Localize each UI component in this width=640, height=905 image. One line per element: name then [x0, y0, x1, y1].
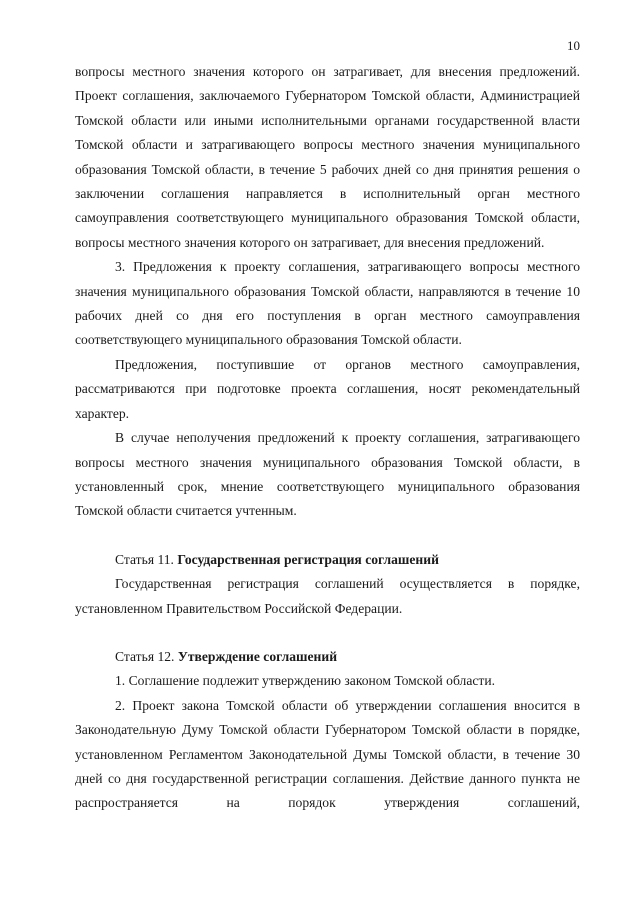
article-11-text: Государственная регистрация соглашений осуществляется в порядке, установленном Правительством Российской Федерации. — [75, 576, 580, 616]
article-11-heading — [75, 548, 580, 572]
article-12-heading — [75, 645, 580, 669]
article-11-prefix: Статья 11. — [115, 551, 178, 567]
page-number: 10 — [567, 38, 580, 53]
article-12-item-2: 2. Проект закона Томской области об утверждении соглашения вносится в Законодательную Думу Томской области Губернатором Томской области в порядке, установленном Регламентом Законодательной Думы Томской области, в течение 30 дней со дня государственной регистрации соглашения. Действие данного пункта не распространяется на порядок утверждения соглашений, — [75, 697, 580, 811]
spacer — [75, 524, 580, 548]
article-12-prefix: Статья 12. — [115, 648, 178, 664]
paragraph-proposals: Предложения, поступившие от органов местного самоуправления, рассматриваются при подготовке проекта соглашения, носят рекомендательный характер. — [75, 356, 580, 421]
paragraph-item-3: 3. Предложения к проекту соглашения, затрагивающего вопросы местного значения муниципального образования Томской области, направляются в течение 10 рабочих дней со дня его поступления в орган местного самоуправления соответствующего муниципального образования Томской области. — [75, 259, 580, 348]
article-11-title: Государственная регистрация соглашений — [177, 551, 439, 567]
document-body — [75, 60, 580, 816]
spacer — [75, 621, 580, 645]
article-12-item-1: 1. Соглашение подлежит утверждению законом Томской области. — [115, 673, 496, 689]
article-12-title: Утверждение соглашений — [177, 648, 338, 664]
paragraph-no-proposals: В случае неполучения предложений к проекту соглашения, затрагивающего вопросы местного значения муниципального образования Томской области, в установленный срок, мнение соответствующего муниципального образования Томской области считается учтенным. — [75, 430, 580, 519]
paragraph-continuation: вопросы местного значения которого он затрагивает, для внесения предложений. Проект соглашения, заключаемого Губернатором Томской области, Администрацией Томской области или иными исполнительными органами государственной власти Томской области и затрагивающего вопросы местного значения муниципального образования Томской области, в течение 5 рабочих дней со дня принятия решения о заключении соглашения направляется в исполнительный орган местного самоуправления соответствующего муниципального образования Томской области, вопросы местного значения которого он затрагивает, для внесения предложений. — [75, 64, 580, 250]
